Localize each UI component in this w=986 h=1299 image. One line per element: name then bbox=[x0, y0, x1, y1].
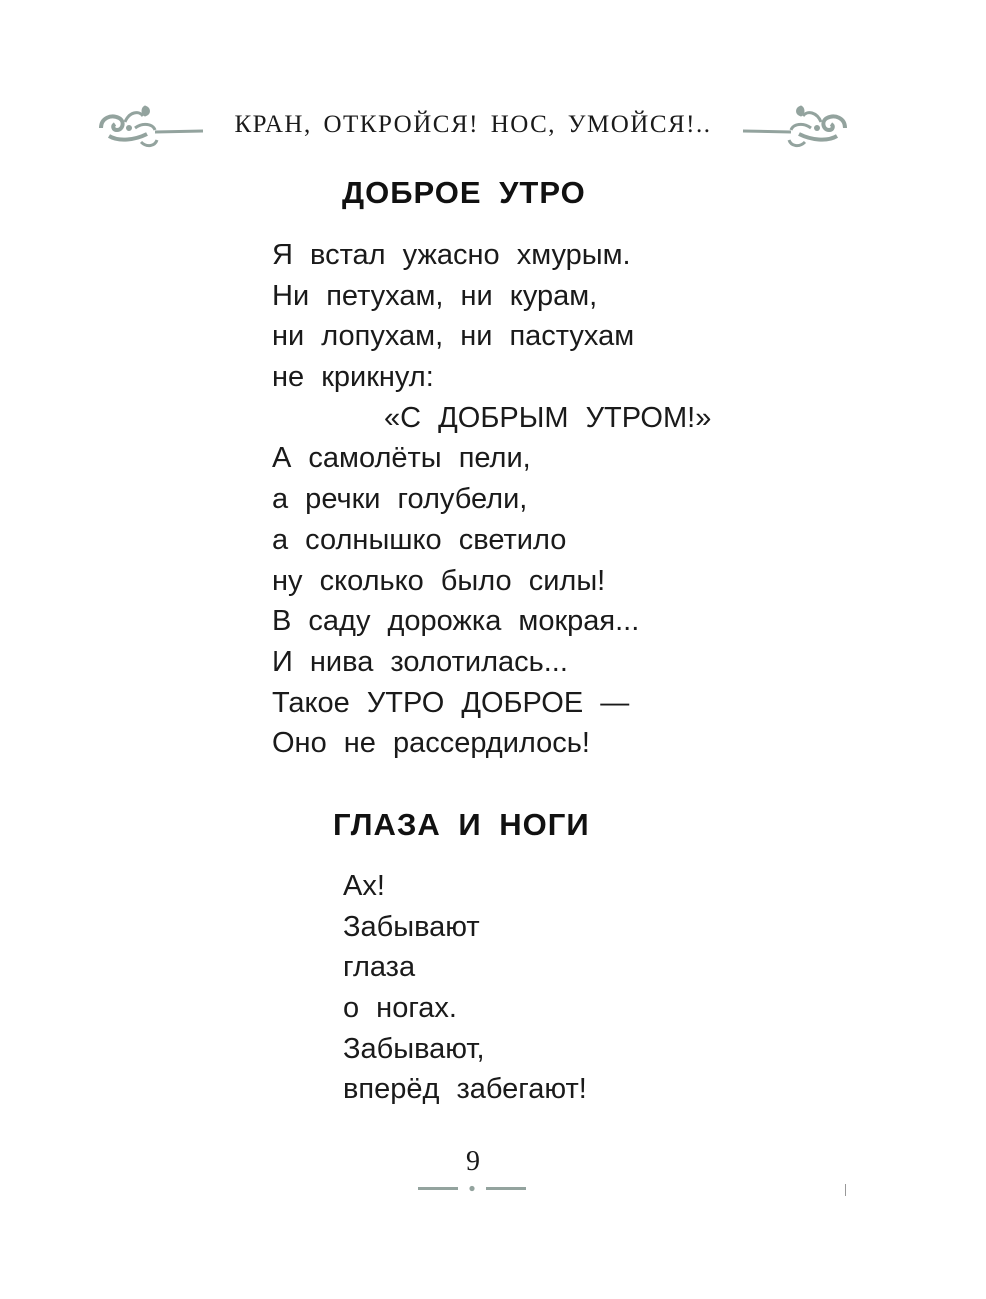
poem-line: И нива золотилась... bbox=[272, 645, 568, 678]
poem-line: «С ДОБРЫМ УТРОМ!» bbox=[384, 401, 712, 434]
poem-line: Ни петухам, ни курам, bbox=[272, 279, 598, 312]
poem-title: ГЛАЗА И НОГИ bbox=[333, 807, 590, 842]
page-edge-mark bbox=[845, 1184, 846, 1196]
poem-line: не крикнул: bbox=[272, 361, 434, 394]
poem-line: а солнышко светило bbox=[272, 523, 567, 556]
running-header bbox=[95, 100, 851, 160]
poem-line: Я встал ужасно хмурым. bbox=[272, 239, 631, 271]
poem-line: ну сколько было силы! bbox=[272, 564, 606, 597]
scroll-flourish-icon bbox=[739, 102, 851, 154]
page-number: 9 bbox=[466, 1146, 480, 1177]
poem-line: вперёд забегают! bbox=[343, 1073, 587, 1106]
poem-line: Забывают bbox=[343, 910, 480, 943]
poem-line: глаза bbox=[343, 951, 416, 984]
poem-line: а речки голубели, bbox=[272, 483, 528, 516]
dash-dot-dash-icon bbox=[418, 1184, 528, 1194]
poem-line: о ногах. bbox=[343, 992, 457, 1025]
poem-body bbox=[272, 235, 711, 764]
poem-line: Такое УТРО ДОБРОЕ — bbox=[272, 686, 630, 719]
poem-line: Ах! bbox=[343, 870, 385, 902]
poem-line: Оно не рассердилось! bbox=[272, 727, 590, 760]
poem-line: В саду дорожка мокрая... bbox=[272, 605, 640, 638]
poem-line: Забывают, bbox=[343, 1032, 485, 1065]
poem-body bbox=[343, 866, 587, 1110]
poem-line: ни лопухам, ни пастухам bbox=[272, 320, 635, 353]
running-title: КРАН, ОТКРОЙСЯ! НОС, УМОЙСЯ!.. bbox=[234, 111, 712, 138]
poem-title: ДОБРОЕ УТРО bbox=[342, 175, 586, 210]
poem-line: А самолёты пели, bbox=[272, 442, 531, 475]
